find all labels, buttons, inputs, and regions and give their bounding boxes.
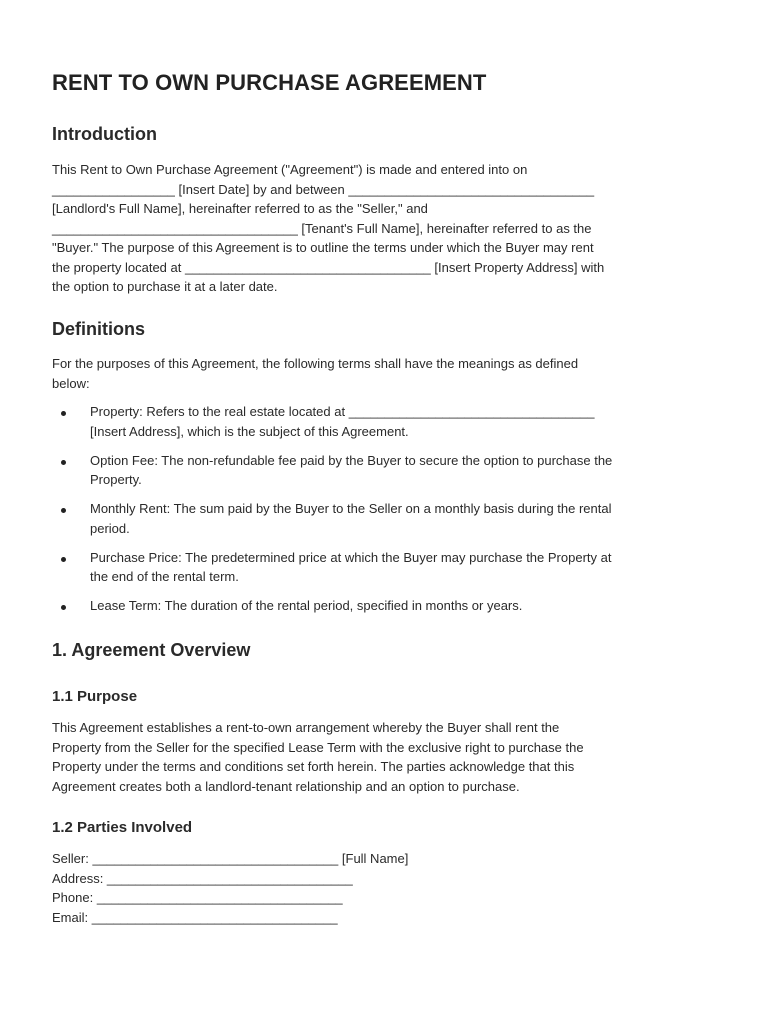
definition-item-purchase-price — [52, 548, 722, 587]
email-field: Email: __________________________________ — [52, 909, 338, 925]
purpose-paragraph — [52, 718, 584, 796]
seller-field: Seller: __________________________________ [Full Name] — [52, 851, 409, 866]
definition-text: Property: Refers to the real estate located at __________________________________ — [90, 404, 595, 419]
purpose-heading: 1.1 Purpose — [52, 688, 138, 705]
definitions-intro-line: For the purposes of this Agreement, the following terms shall have the meanings as defined — [52, 356, 579, 371]
definition-text: period. — [90, 520, 130, 536]
definition-item-property — [52, 402, 722, 441]
intro-line: the property located at __________________________________ [Insert Property Address] with — [52, 259, 605, 275]
definition-text: Property. — [90, 472, 142, 487]
definitions-intro — [52, 354, 578, 393]
purpose-line: Agreement creates both a landlord-tenant relationship and an option to purchase. — [52, 778, 520, 794]
phone-field: Phone: __________________________________ — [52, 890, 343, 905]
bullet-icon — [61, 605, 66, 610]
intro-line: _________________ [Insert Date] by and between __________________________________ — [52, 181, 595, 197]
document-title: RENT TO OWN PURCHASE AGREEMENT — [52, 70, 487, 95]
purpose-line: This Agreement establishes a rent-to-own arrangement whereby the Buyer shall rent the — [52, 720, 560, 735]
parties-heading: 1.2 Parties Involved — [52, 819, 193, 836]
bullet-icon — [61, 460, 66, 465]
purpose-line: Property under the terms and conditions set forth herein. The parties acknowledge that this — [52, 759, 575, 774]
definition-text: Purchase Price: The predetermined price at which the Buyer may purchase the Property at — [90, 549, 612, 565]
definition-item-monthly-rent — [52, 499, 722, 538]
definition-text: [Insert Address], which is the subject of this Agreement. — [90, 423, 409, 439]
intro-line: __________________________________ [Tenant's Full Name], hereinafter referred to as the — [52, 220, 592, 236]
definition-text: the end of the rental term. — [90, 569, 239, 584]
purpose-line: Property from the Seller for the specified Lease Term with the exclusive right to purchase the — [52, 739, 584, 755]
definition-item-option-fee — [52, 451, 722, 490]
definition-text: Option Fee: The non-refundable fee paid by the Buyer to secure the option to purchase the — [90, 452, 613, 468]
definition-item-lease-term — [52, 596, 722, 616]
definition-text: Lease Term: The duration of the rental period, specified in months or years. — [90, 598, 523, 613]
definitions-heading: Definitions — [52, 319, 145, 339]
definition-text: Monthly Rent: The sum paid by the Buyer to the Seller on a monthly basis during the rental — [90, 501, 612, 516]
intro-line: "Buyer." The purpose of this Agreement is to outline the terms under which the Buyer may rent — [52, 240, 594, 255]
definitions-list — [52, 402, 722, 625]
parties-fields — [52, 849, 408, 927]
introduction-heading: Introduction — [52, 124, 157, 144]
bullet-icon — [61, 508, 66, 513]
agreement-overview-heading: 1. Agreement Overview — [52, 640, 251, 660]
bullet-icon — [61, 411, 66, 416]
intro-line: [Landlord's Full Name], hereinafter referred to as the "Seller," and — [52, 201, 428, 216]
intro-line: This Rent to Own Purchase Agreement ("Agreement") is made and entered into on — [52, 162, 528, 177]
definitions-intro-line: below: — [52, 375, 90, 391]
bullet-icon — [61, 557, 66, 562]
intro-line: the option to purchase it at a later date. — [52, 279, 278, 294]
introduction-paragraph — [52, 160, 604, 297]
address-field: Address: __________________________________ — [52, 870, 353, 886]
